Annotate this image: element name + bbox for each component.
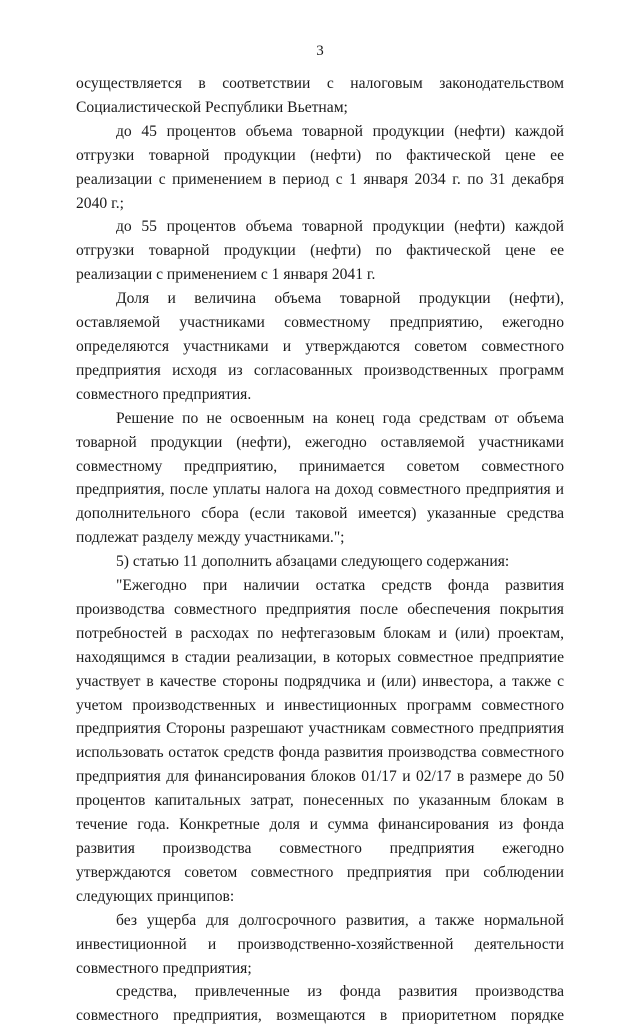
paragraph-annual-balance: "Ежегодно при наличии остатка средств фонда развития производства совместного предприятия после обеспечения покрытия потребностей в расходах по нефтегазовым блокам и (или) проектам, находящимся в стадии реализации, в которых совместное предприятие участвует в качестве стороны подрядчика и (или) инвестора, а также с учетом производственных и инвестиционных программ совместного предприятия Стороны разрешают участникам совместного предприятия использовать остаток средств фонда развития производства совместного предприятия для финансирования блоков 01/17 и 02/17 в размере до 50 процентов капитальных затрат, понесенных по указанным блокам в течение года. Конкретные доля и сумма финансирования из фонда развития производства совместного предприятия ежегодно утверждаются советом совместного предприятия при соблюдении следующих принципов: [76, 577, 564, 905]
paragraph-2041: до 55 процентов объема товарной продукции (нефти) каждой отгрузки товарной продукции (нефти) по фактической цене ее реализации с применением с 1 января 2041 г. [76, 218, 564, 284]
paragraph-unused-funds: Решение по не освоенным на конец года средствам от объема товарной продукции (нефти), ежегодно оставляемой участниками совместному предприятию, принимается советом совместного предприятия, после уплаты налога на доход совместного предприятия и дополнительного сбора (если таковой имеется) указанные средства подлежат разделу между участниками."; [76, 409, 564, 547]
paragraph-2034-2040: до 45 процентов объема товарной продукции (нефти) каждой отгрузки товарной продукции (нефти) по фактической цене ее реализации с применением в период с 1 января 2034 г. по 31 декабря 2040 г.; [76, 122, 564, 212]
paragraph-continuation: осуществляется в соответствии с налоговым законодательством Социалистической Республики Вьетнам; [76, 75, 564, 116]
document-body [76, 72, 564, 1028]
paragraph-share-volume: Доля и величина объема товарной продукции (нефти), оставляемой участниками совместному предприятию, ежегодно определяются участниками и утверждаются советом совместного предприятия исходя из согласованных производственных программ совместного предприятия. [76, 290, 564, 403]
page-number: 3 [316, 43, 324, 59]
paragraph-principle-2: средства, привлеченные из фонда развития производства совместного предприятия, возмещаются в приоритетном порядке [76, 983, 564, 1025]
paragraph-principle-1: без ущерба для долгосрочного развития, а также нормальной инвестиционной и производственно-хозяйственной деятельности совместного предприятия; [76, 911, 564, 977]
paragraph-article-11: 5) статью 11 дополнить абзацами следующего содержания: [116, 553, 510, 571]
